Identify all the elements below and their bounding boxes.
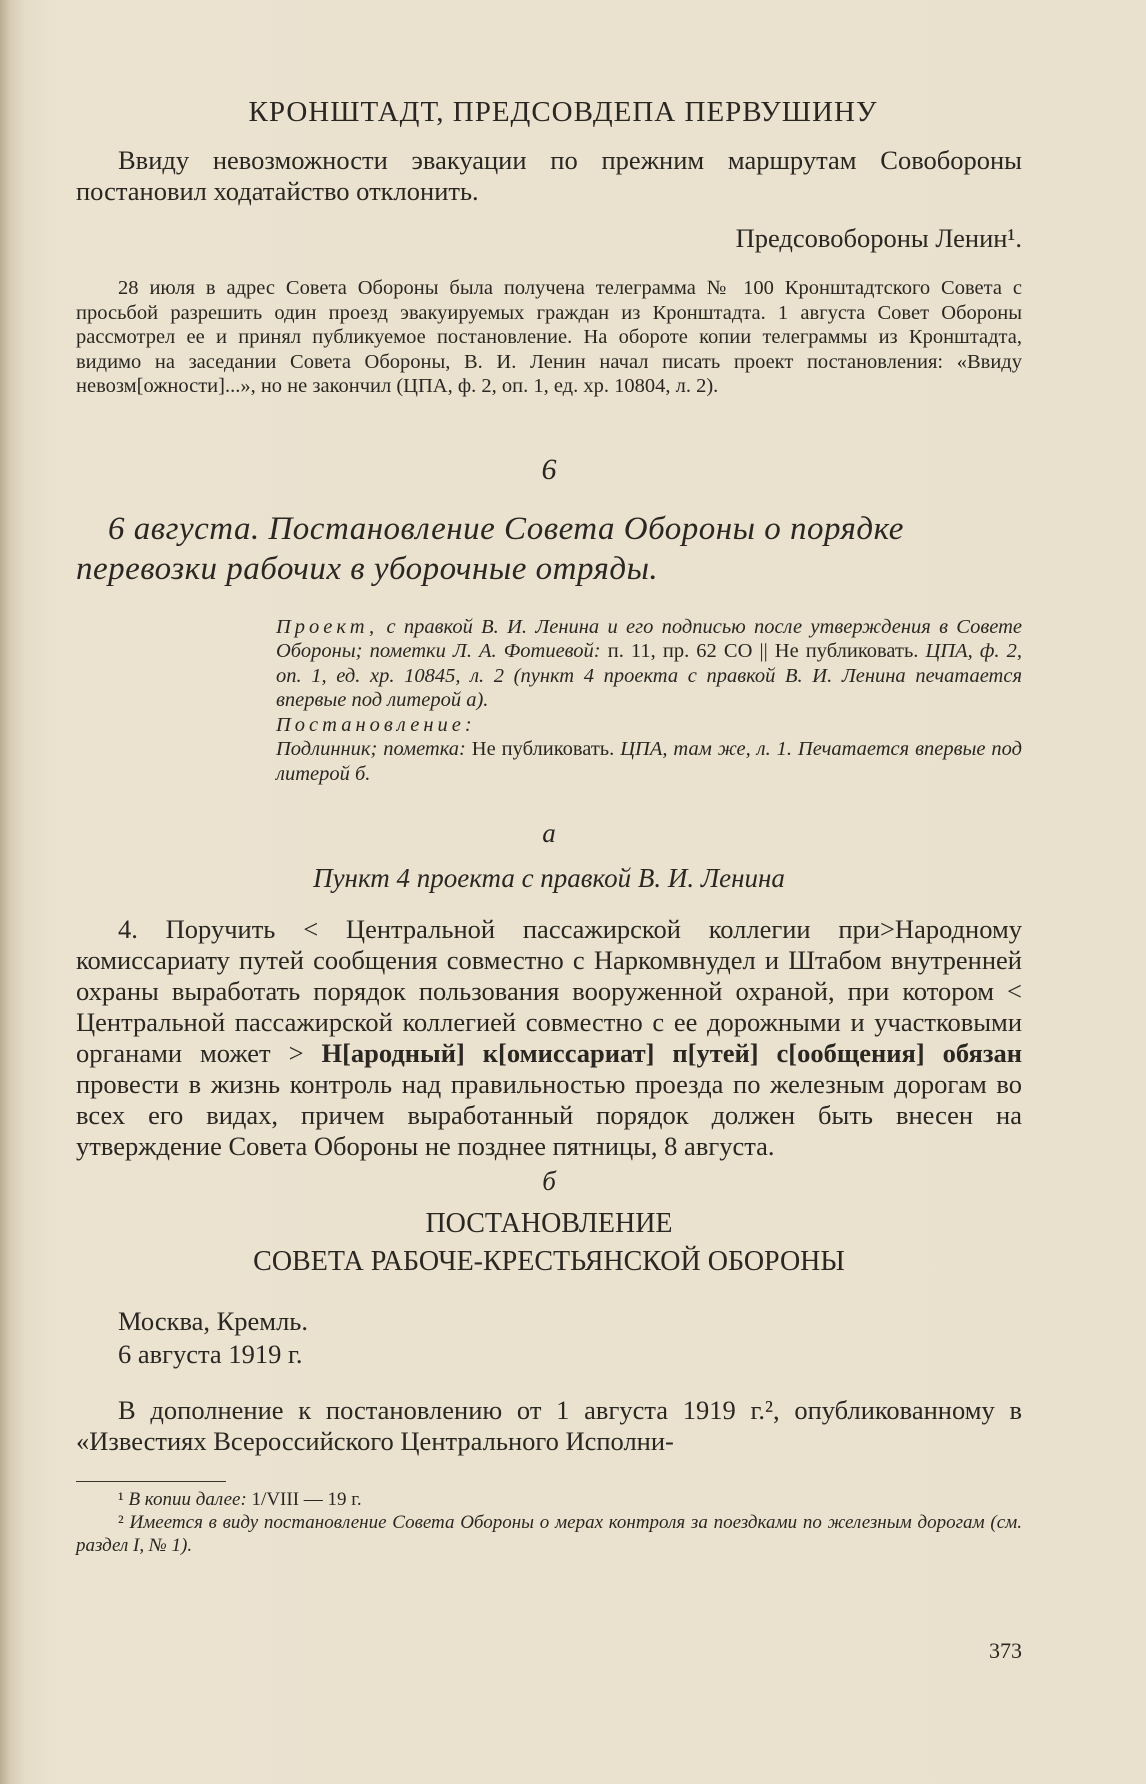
footnote-1-mark: ¹ — [118, 1489, 124, 1510]
source-label-project: Проект, — [276, 615, 379, 638]
telegram-text: Ввиду невозможности эвакуации по прежним маршрутам Совобороны постановил ходатайство отклонить. — [76, 145, 1022, 206]
source-text-2c: ЦПА, там же, л. 1. Печатается впервые под литерой б. — [276, 738, 1022, 785]
section-a-t3: >Народному комиссариату путей сообщения совместно с Наркомвнудел и Штабом внутренней охраны выработать порядок пользования вооруженной охраной, при котором — [76, 914, 1022, 1006]
footnote-2-mark: ² — [118, 1512, 124, 1533]
page-number: 373 — [989, 1638, 1022, 1663]
section-a-t1: 4. Поручить — [118, 914, 304, 944]
place-date — [118, 1305, 1022, 1371]
section-a-bold: Н[ародный] к[омиссариат] п[утей] с[ообщения] обязан — [321, 1038, 1022, 1068]
source-note — [276, 615, 1022, 787]
document-number: 6 — [541, 452, 557, 486]
editorial-commentary: 28 июля в адрес Совета Обороны была получена телеграмма № 100 Кронштадтского Совета с просьбой разрешить один проезд эвакуируемых граждан из Кронштадта. 1 августа Совет Обороны рассмотрел ее и принял публикуемое постановление. На обороте копии телеграммы из Кронштадта, видимо на заседании Совета Обороны, В. И. Ленин начал писать проект постановления: «Ввиду невозм[ожности]...», но не закончил (ЦПА, ф. 2, оп. 1, ед. хр. 10804, л. 2). — [76, 277, 1022, 397]
source-text-1b: п. 11, пр. 62 СО || Не публиковать. — [607, 640, 919, 662]
source-text-1c: ЦПА, ф. 2, оп. 1, ед. хр. 10845, л. 2 (пункт 4 проекта с правкой В. И. Ленина печатается впервые под литерой а). — [276, 640, 1023, 711]
telegram-header: КРОНШТАДТ, ПРЕДСОВДЕПА ПЕРВУШИНУ — [248, 96, 878, 128]
source-text-1a: с правкой В. И. Ленина и его подписью после утверждения в Совете Обороны; пометки Л. А. Фотиевой: — [276, 615, 1022, 662]
page-content — [76, 86, 1022, 1557]
section-a-t2: < Центральной пассажирской коллегии при — [303, 914, 880, 944]
footnote-1 — [76, 1488, 1022, 1511]
document-title: 6 августа. Постановление Совета Обороны о порядке перевозки рабочих в уборочные отряды. — [76, 510, 904, 587]
section-a-subtitle: Пункт 4 проекта с правкой В. И. Ленина — [313, 863, 785, 893]
footnote-1-text: 1/VIII — 19 г. — [251, 1489, 362, 1510]
footnote-2-text: Имеется в виду постановление Совета Обороны о мерах контроля за поездками по железным дорогам (см. раздел I, № 1). — [76, 1512, 1022, 1556]
source-label-decree: Постановление: — [276, 713, 476, 736]
section-b-title — [76, 1205, 1022, 1281]
date: 6 августа 1919 г. — [118, 1339, 303, 1369]
section-a-text — [76, 914, 1022, 1162]
section-b-text: В дополнение к постановлению от 1 августа 1919 г.², опубликованному в «Известиях Всероссийского Центрального Исполни- — [76, 1395, 1022, 1456]
source-text-2b: Не публиковать. — [471, 738, 615, 760]
section-a-t6: провести в жизнь контроль над правильностью проезда по железным дорогам во всех его видах, причем выработанный порядок должен быть внесен на утверждение Совета Обороны не позднее пятницы, 8 августа. — [76, 1069, 1022, 1161]
section-b-letter: б — [542, 1166, 556, 1196]
section-a-t5: > — [270, 1038, 322, 1068]
footnote-1-label: В копии далее: — [128, 1489, 252, 1510]
section-a-letter: а — [542, 818, 556, 848]
footnote-rule — [76, 1481, 226, 1482]
section-b-title-1: ПОСТАНОВЛЕНИЕ — [425, 1208, 673, 1239]
place: Москва, Кремль. — [118, 1306, 309, 1336]
section-a-t4: < Центральной пассажирской коллегией совместно с ее дорожными и участковыми органами может — [76, 976, 1022, 1068]
source-text-2a: Подлинник; пометка: — [276, 738, 472, 760]
section-b-title-2: СОВЕТА РАБОЧЕ-КРЕСТЬЯНСКОЙ ОБОРОНЫ — [253, 1246, 845, 1277]
signature: Предсовобороны Ленин¹. — [735, 223, 1022, 253]
footnote-2 — [76, 1511, 1022, 1557]
